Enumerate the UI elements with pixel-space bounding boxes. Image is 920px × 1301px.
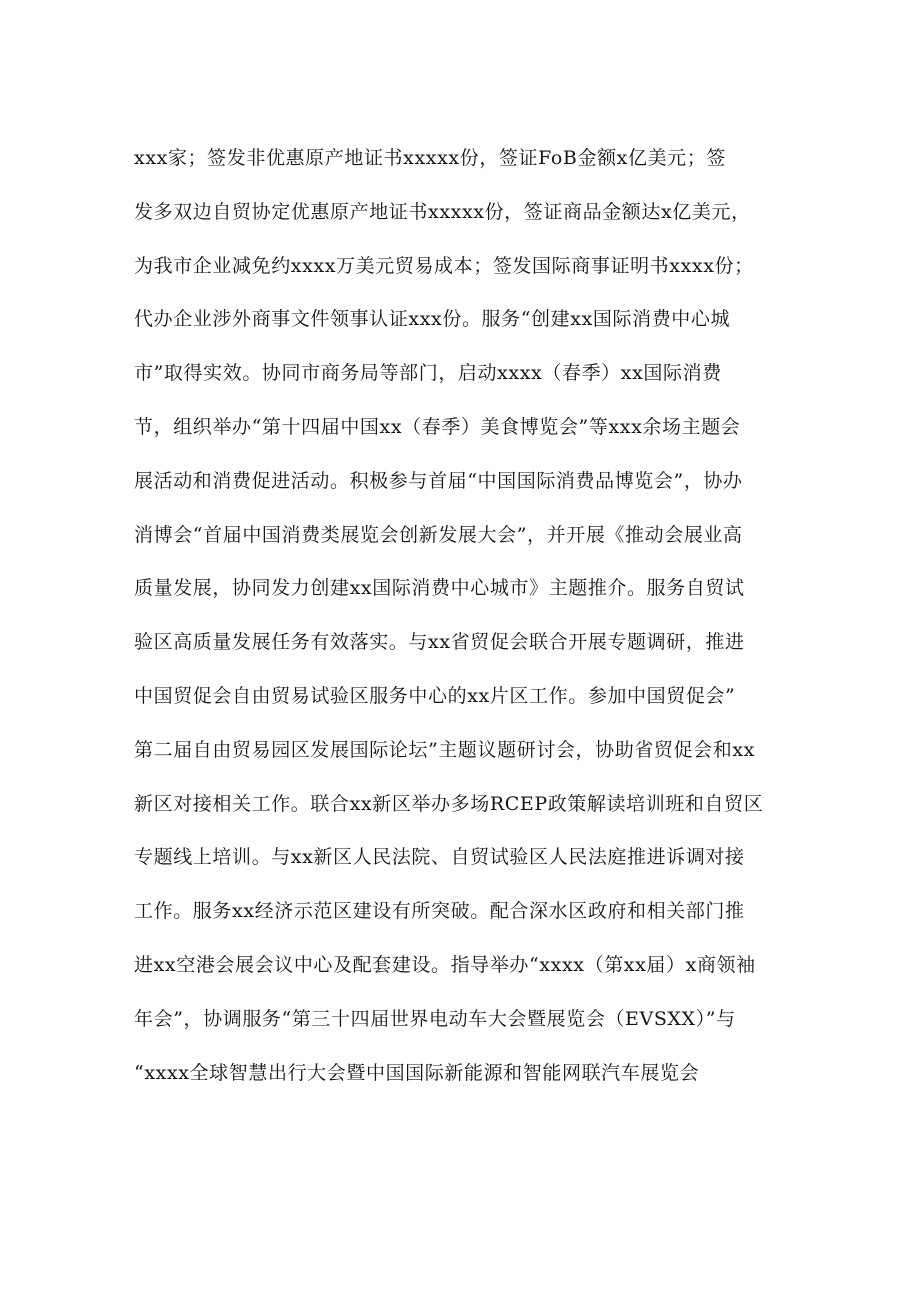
text-line: 年会”，协调服务“第三十四届世界电动车大会暨展览会（EVSXX）”与 <box>134 1007 736 1030</box>
text-line: 消博会“首届中国消费类展览会创新发展大会”，并开展《推动会展业高 <box>134 523 743 546</box>
text-line: 进xx空港会展会议中心及配套建设。指导举办“xxxx（第xx届）x商领袖 <box>134 953 756 976</box>
text-line: 代办企业涉外商事文件领事认证xxx份。服务“创建xx国际消费中心城 <box>134 308 731 331</box>
text-line: 新区对接相关工作。联合xx新区举办多场RCEP政策解读培训班和自贸区 <box>134 792 764 815</box>
text-line: 工作。服务xx经济示范区建设有所突破。配合深水区政府和相关部门推 <box>134 900 745 923</box>
text-line: 第二届自由贸易园区发展国际论坛”主题议题研讨会，协助省贸促会和xx <box>134 738 755 761</box>
text-line: xxx家；签发非优惠原产地证书xxxxx份，签证FoB金额x亿美元；签 <box>134 147 726 169</box>
text-line: “xxxx全球智慧出行大会暨中国国际新能源和智能网联汽车展览会 <box>134 1061 700 1084</box>
text-line: 质量发展，协同发力创建xx国际消费中心城市》主题推介。服务自贸试 <box>134 577 745 600</box>
text-line: 发多双边自贸协定优惠原产地证书xxxxx份，签证商品金额达x亿美元， <box>134 200 751 223</box>
text-line: 展活动和消费促进活动。积极参与首届“中国国际消费品博览会”，协办 <box>134 469 743 492</box>
text-line: 验区高质量发展任务有效落实。与xx省贸促会联合开展专题调研，推进 <box>134 631 745 654</box>
text-line: 节，组织举办“第十四届中国xx（春季）美食博览会”等xxx余场主题会 <box>134 415 741 438</box>
text-line: 中国贸促会自由贸易试验区服务中心的xx片区工作。参加中国贸促会” <box>134 684 736 707</box>
text-line: 市”取得实效。协同市商务局等部门，启动xxxx（春季）xx国际消费 <box>134 362 722 385</box>
body-text <box>134 138 794 1106</box>
text-line: 专题线上培训。与xx新区人民法院、自贸试验区人民法庭推进诉调对接 <box>134 846 745 869</box>
text-line: 为我市企业减免约xxxx万美元贸易成本；签发国际商事证明书xxxx份； <box>134 254 754 277</box>
